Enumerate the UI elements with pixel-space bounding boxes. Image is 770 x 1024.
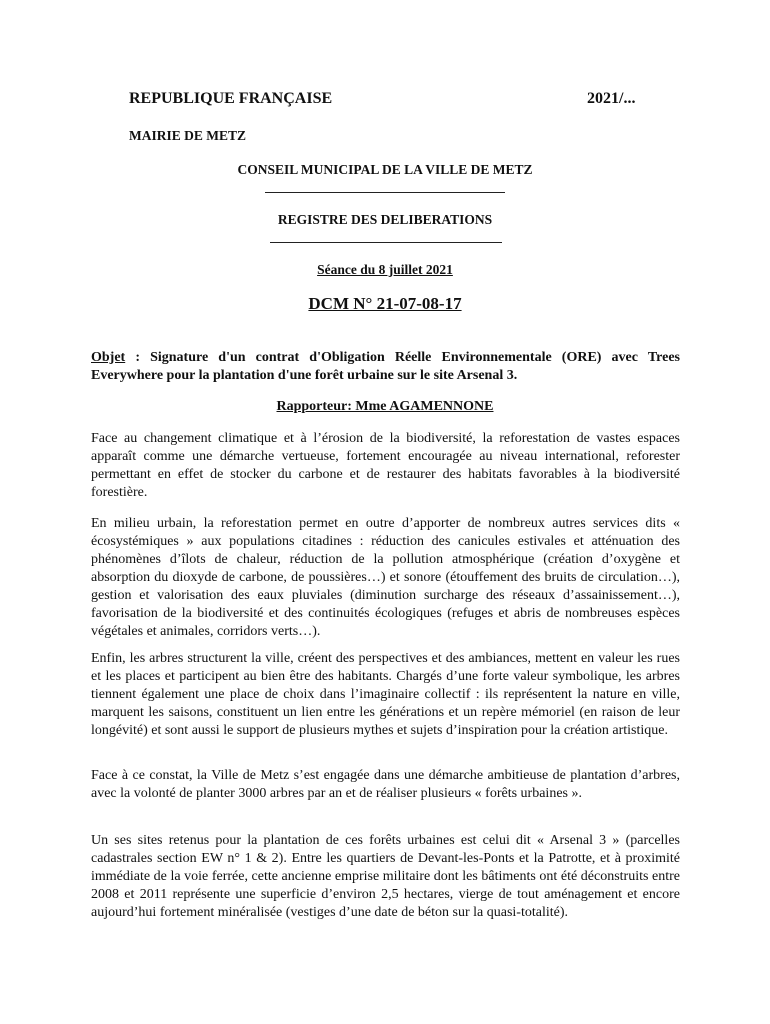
session-date: Séance du 8 juillet 2021: [317, 262, 453, 277]
paragraph-5: Un ses sites retenus pour la plantation de ces forêts urbaines est celui dit « Arsenal 3 » (parcelles cadastrales section EW n° 1 & 2). Entre les quartiers de Devant-les-Ponts et la Patrotte, et à proximité immédiate de la voie ferrée, cette ancienne emprise militaire dont les bâtiments ont été déconstruits entre 2008 et 2011 représente une superficie d’environ 2,5 hectares, vierge de tout aménagement et encore aujourd’hui fortement minéralisée (vestiges d’une date de béton sur la quasi-totalité).: [91, 833, 680, 920]
subject-text: Signature d'un contrat d'Obligation Réelle Environnementale (ORE) avec Trees Everywhere pour la plantation d'une forêt urbaine sur le site Arsenal 3.: [91, 350, 680, 383]
subject-separator: :: [125, 350, 151, 365]
subject-label: Objet: [91, 350, 126, 365]
paragraph-4: Face à ce constat, la Ville de Metz s’est engagée dans une démarche ambitieuse de plantation d’arbres, avec la volonté de planter 3000 arbres par an et de réaliser plusieurs « forêts urbaines ».: [91, 768, 680, 801]
council-heading: CONSEIL MUNICIPAL DE LA VILLE DE METZ: [237, 162, 533, 177]
council-rule: [265, 192, 505, 193]
mairie-heading: MAIRIE DE METZ: [129, 128, 247, 143]
paragraph-3: Enfin, les arbres structurent la ville, créent des perspectives et des ambiances, mettent en valeur les rues et les places et participent au bien être des habitants. Chargés d’une forte valeur symbolique, les arbres tiennent également une place de choix dans l’imaginaire collectif : ils représentent la nature en ville, marquent les saisons, constituent un lien entre les générations et un repère mémoriel (en raison de leur longévité) et sont aussi le support de plusieurs mythes et sujets d’inspiration pour la création artistique.: [91, 651, 680, 738]
paragraph-1: Face au changement climatique et à l’érosion de la biodiversité, la reforestation de vastes espaces apparaît comme une démarche vertueuse, fortement encouragée au niveau international, reforester permettant en effet de stocker du carbone et de restaurer des habitats favorables à la biodiversité forestière.: [91, 431, 680, 500]
republic-heading: REPUBLIQUE FRANÇAISE: [129, 90, 333, 107]
register-rule: [270, 242, 502, 243]
paragraph-2: En milieu urbain, la reforestation permet en outre d’apporter de nombreux autres services dits « écosystémiques » aux populations citadines : réduction des canicules estivales et atténuation des phénomènes d’îlots de chaleur, réduction de la pollution atmosphérique (création d’oxygène et absorption du dioxyde de carbone, de poussières…) et sonore (étouffement des bruits de circulation…), gestion et valorisation des eaux pluviales (diminution surcharge des réseaux d’assainissement…), favorisation de la biodiversité et des continuités écologiques (refuges et abris de nombreuses espèces végétales et animales, corridors verts…).: [91, 516, 680, 639]
deliberation-number: 2021/...: [587, 90, 636, 107]
subject: [91, 349, 680, 385]
dcm-number: DCM N° 21-07-08-17: [308, 294, 462, 313]
register-heading: REGISTRE DES DELIBERATIONS: [277, 212, 493, 227]
rapporteur: Rapporteur: Mme AGAMENNONE: [276, 399, 494, 414]
